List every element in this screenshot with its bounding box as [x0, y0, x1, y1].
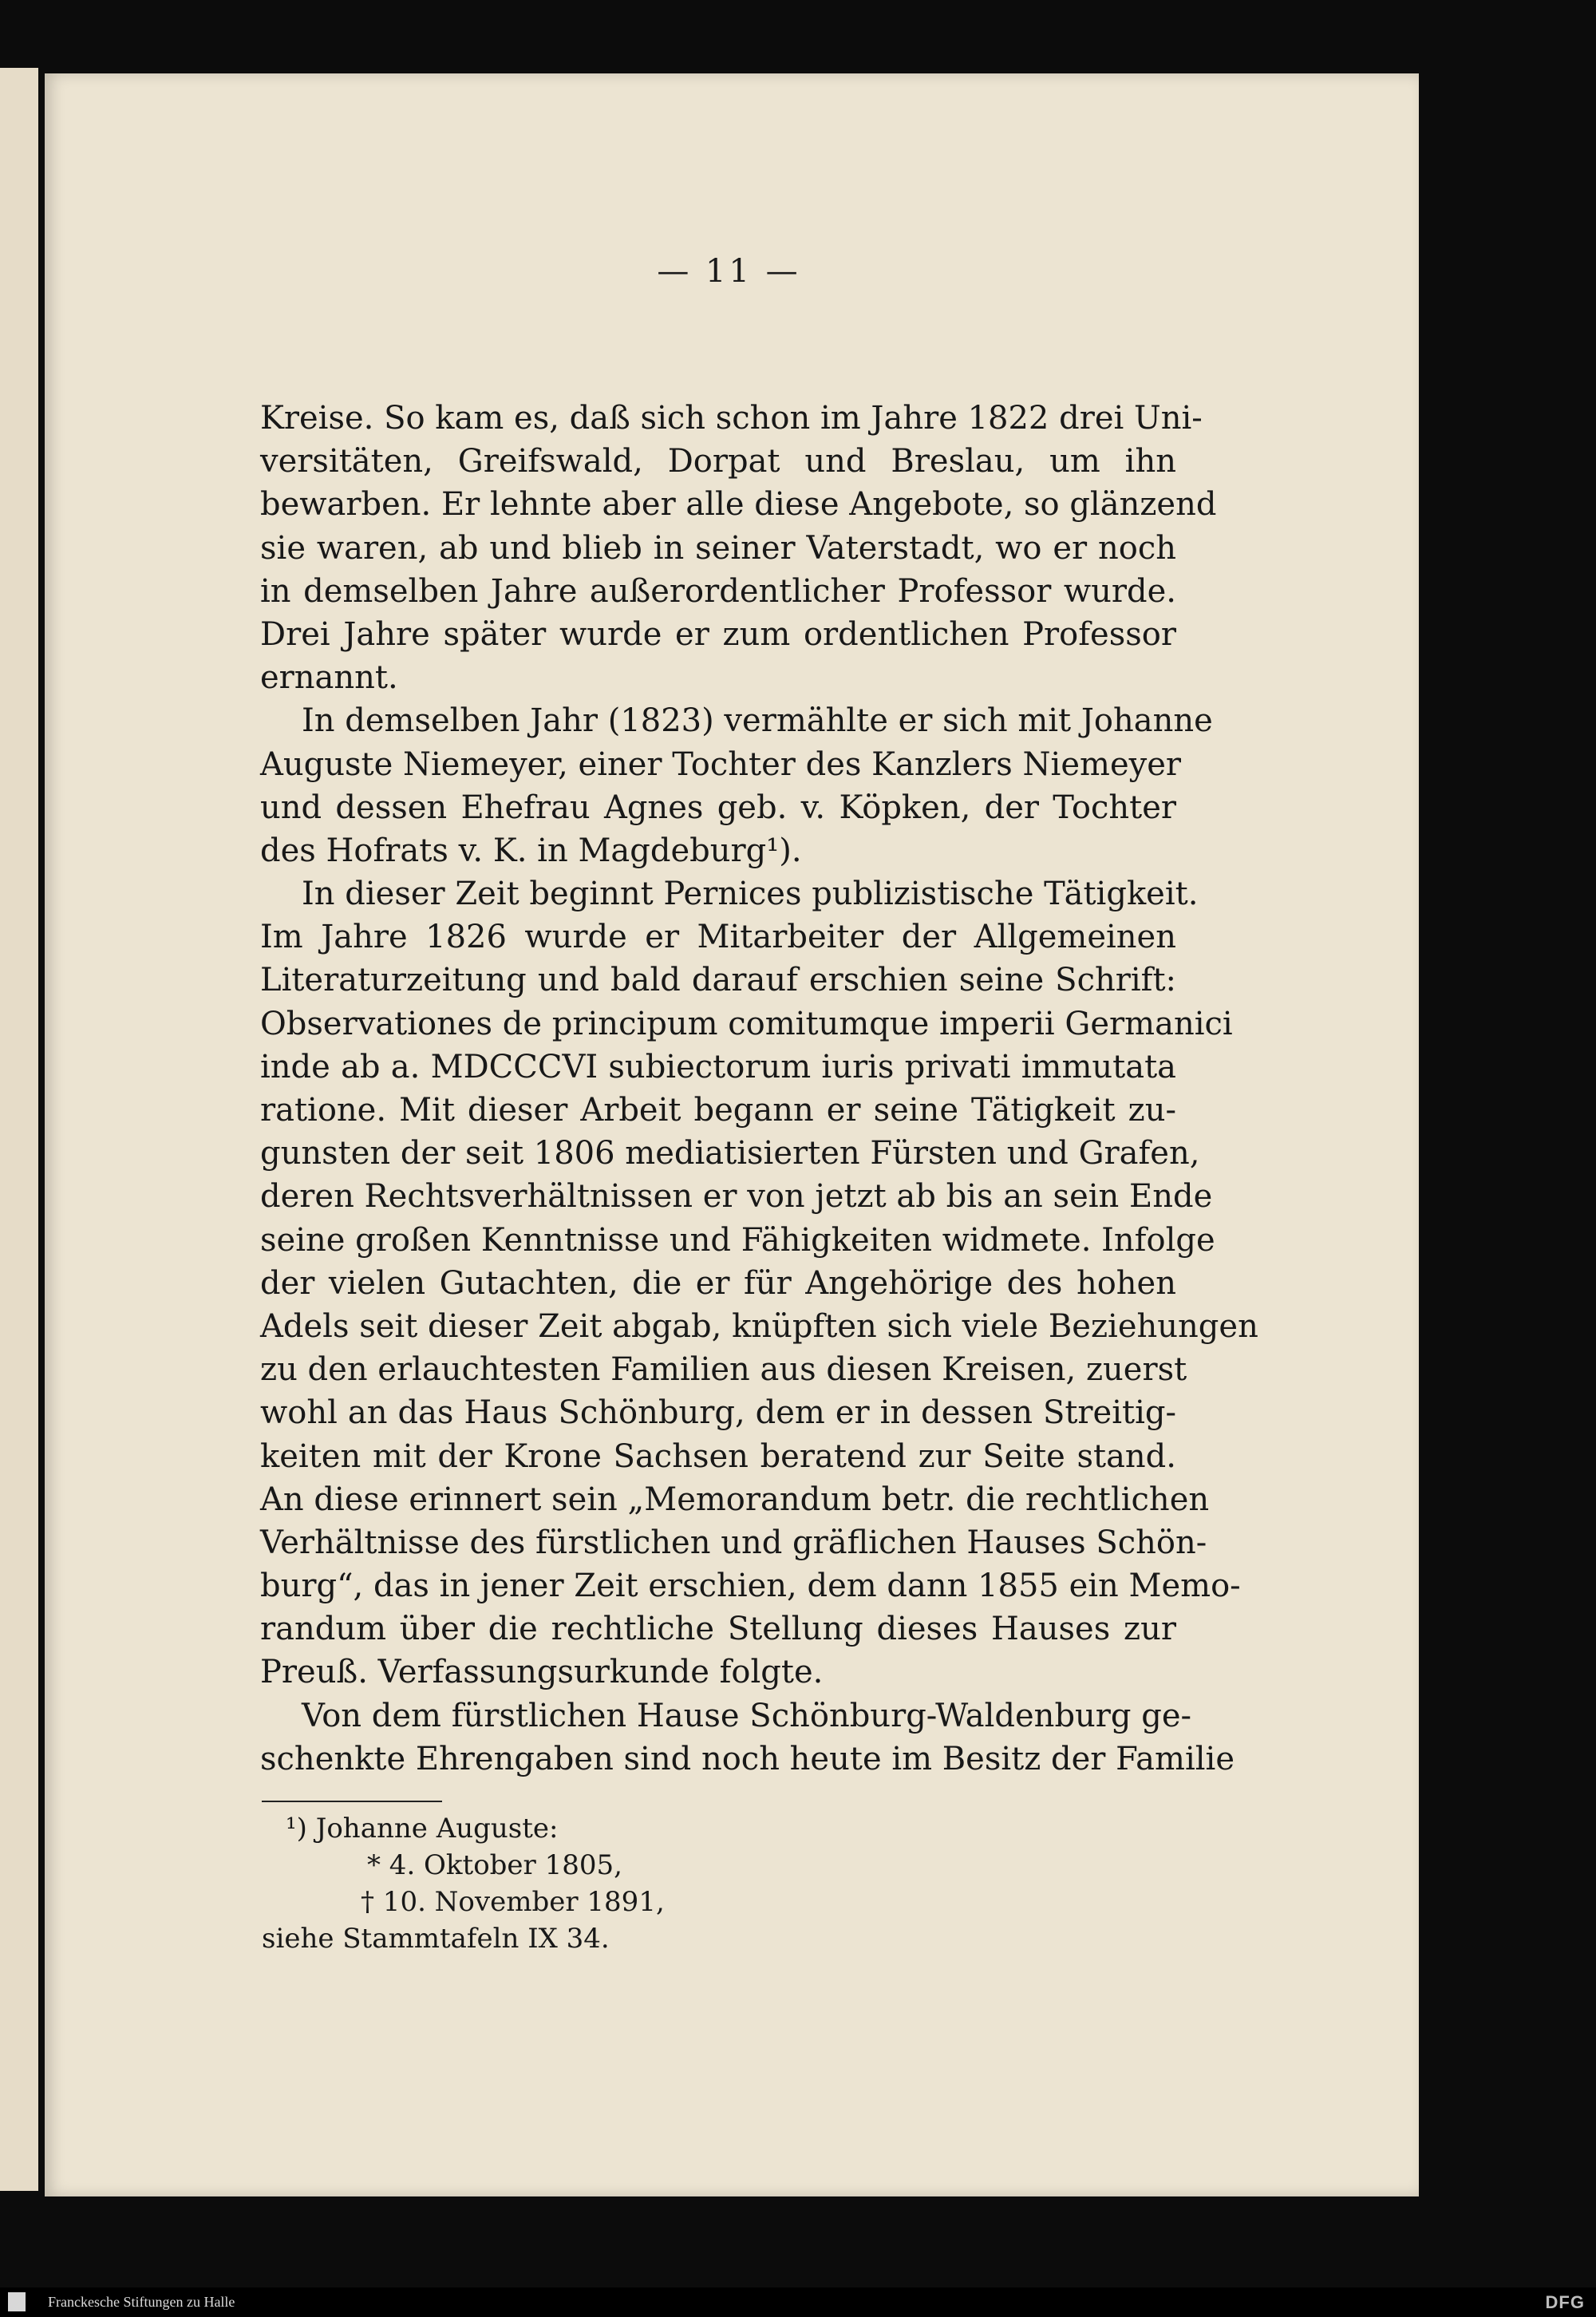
dfg-logo: DFG — [1545, 2292, 1585, 2312]
text-line: ratione. Mit dieser Arbeit begann er seine Tätigkeit zu- — [260, 1092, 1176, 1129]
institution-name[interactable]: Franckesche Stiftungen zu Halle — [48, 2294, 235, 2310]
body-text — [260, 397, 1258, 1781]
text-line: schenkte Ehrengaben sind noch heute im Besitz der Familie — [260, 1740, 1235, 1777]
text-line: In demselben Jahr (1823) vermählte er sich mit Johanne — [302, 702, 1213, 740]
text-line: inde ab a. MDCCCVI subiectorum iuris privati immutata — [260, 1048, 1176, 1085]
text-line: Literaturzeitung und bald darauf erschien seine Schrift: — [260, 962, 1176, 999]
footnote-line: siehe Stammtafeln IX 34. — [262, 1923, 610, 1955]
text-line: in demselben Jahre außerordentlicher Professor wurde. — [260, 572, 1176, 610]
text-line: keiten mit der Krone Sachsen beratend zur Seite stand. — [260, 1437, 1176, 1475]
text-line: burg“, das in jener Zeit erschien, dem dann 1855 ein Memo- — [260, 1568, 1241, 1605]
text-line: Verhältnisse des fürstlichen und gräflichen Hauses Schön- — [260, 1524, 1207, 1561]
page-number: — 11 — — [657, 253, 801, 290]
text-line: An diese erinnert sein „Memorandum betr. die rechtlichen — [260, 1481, 1210, 1518]
footnote-rule — [262, 1801, 442, 1802]
text-line: gunsten der seit 1806 mediatisierten Fürsten und Grafen, — [260, 1135, 1200, 1172]
text-line: und dessen Ehefrau Agnes geb. v. Köpken, der Tochter — [260, 789, 1176, 826]
text-line: ernannt. — [260, 659, 398, 697]
text-line: Preuß. Verfassungsurkunde folgte. — [260, 1654, 824, 1691]
text-line: Drei Jahre später wurde er zum ordentlichen Professor — [260, 615, 1176, 653]
text-line: wohl an das Haus Schönburg, dem er in dessen Streitig- — [260, 1394, 1176, 1432]
text-line: Auguste Niemeyer, einer Tochter des Kanzlers Niemeyer — [260, 745, 1182, 783]
footnote-line: † 10. November 1891, — [361, 1886, 665, 1918]
text-line: der vielen Gutachten, die er für Angehörige des hohen — [260, 1264, 1176, 1302]
text-line: In dieser Zeit beginnt Pernices publizistische Tätigkeit. — [302, 876, 1199, 913]
institution-logo-icon — [8, 2292, 26, 2311]
text-line: sie waren, ab und blieb in seiner Vaterstadt, wo er noch — [260, 529, 1176, 567]
text-line: Im Jahre 1826 wurde er Mitarbeiter der Allgemeinen — [260, 919, 1176, 956]
text-line: bewarben. Er lehnte aber alle diese Angebote, so glänzend — [260, 486, 1217, 524]
text-line: Observationes de principum comitumque imperii Germanici — [260, 1005, 1233, 1042]
text-line: zu den erlauchtesten Familien aus diesen Kreisen, zuerst — [260, 1351, 1187, 1389]
text-line: versitäten, Greifswald, Dorpat und Breslau, um ihn — [260, 443, 1176, 480]
book-page — [45, 73, 1419, 2196]
text-line: Von dem fürstlichen Hause Schönburg-Waldenburg ge- — [302, 1697, 1192, 1734]
left-page-edge — [0, 68, 38, 2191]
text-line: deren Rechtsverhältnissen er von jetzt ab bis an sein Ende — [260, 1178, 1213, 1216]
text-line: des Hofrats v. K. in Magdeburg¹). — [260, 832, 802, 869]
viewer-footer — [0, 2287, 1596, 2317]
footnotes — [262, 1810, 820, 1957]
footnote-line: * 4. Oktober 1805, — [367, 1849, 622, 1881]
text-line: Kreise. So kam es, daß sich schon im Jahre 1822 drei Uni- — [260, 400, 1203, 437]
footnote-line: ¹) Johanne Auguste: — [286, 1813, 559, 1845]
text-line: randum über die rechtliche Stellung dieses Hauses zur — [260, 1611, 1176, 1648]
text-line: Adels seit dieser Zeit abgab, knüpften sich viele Beziehungen — [260, 1307, 1258, 1345]
text-line: seine großen Kenntnisse und Fähigkeiten widmete. Infolge — [260, 1221, 1215, 1259]
